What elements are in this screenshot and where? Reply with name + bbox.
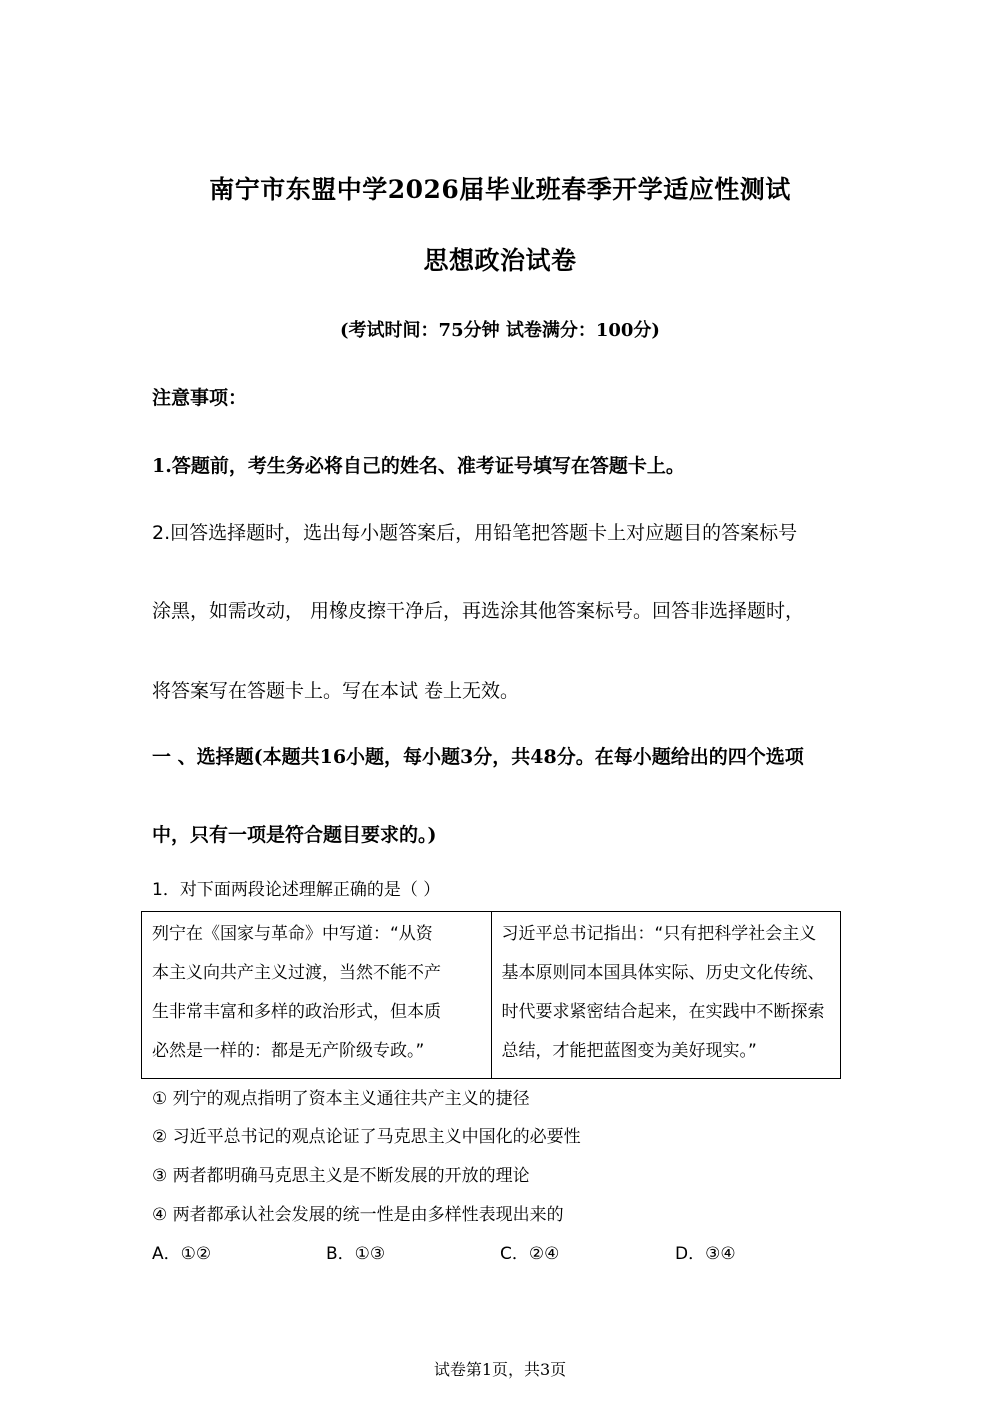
quote-line: 本主义向共产主义过渡，当然不能不产 bbox=[152, 963, 441, 983]
option-d: D．③④ bbox=[675, 1244, 736, 1264]
question-1-stem: 1．对下面两段论述理解正确的是（ ） bbox=[152, 880, 441, 900]
quote-line: 基本原则同本国具体实际、历史文化传统、 bbox=[501, 963, 825, 983]
quote-line: 生非常丰富和多样的政治形式，但本质 bbox=[152, 1002, 441, 1022]
notice-item-2-line-3: 将答案写在答题卡上。写在本试 卷上无效。 bbox=[152, 680, 520, 702]
quote-line: 总结，才能把蓝图变为美好现实。” bbox=[501, 1041, 757, 1061]
quote-line: 列宁在《国家与革命》中写道：“从资 bbox=[152, 924, 433, 944]
quote-line: 必然是一样的：都是无产阶级专政。” bbox=[152, 1041, 425, 1061]
quote-cell-lenin bbox=[142, 912, 492, 1079]
exam-title-line2: 思想政治试卷 bbox=[423, 246, 577, 275]
statement-2: ② 习近平总书记的观点论证了马克思主义中国化的必要性 bbox=[152, 1127, 581, 1147]
notice-item-1: 1.答题前，考生务必将自己的姓名、准考证号填写在答题卡上。 bbox=[152, 455, 685, 477]
exam-title-line1: 南宁市东盟中学2026届毕业班春季开学适应性测试 bbox=[209, 175, 791, 204]
option-a: A．①② bbox=[152, 1244, 212, 1264]
quote-table bbox=[141, 911, 841, 1079]
notice-item-2-line-2: 涂黑，如需改动， 用橡皮擦干净后，再选涂其他答案标号。回答非选择题时， bbox=[152, 600, 805, 622]
notice-heading: 注意事项： bbox=[152, 387, 248, 409]
quote-cell-xi bbox=[491, 912, 841, 1079]
statement-1: ① 列宁的观点指明了资本主义通往共产主义的捷径 bbox=[152, 1089, 530, 1109]
section-heading-line-2: 中，只有一项是符合题目要求的。) bbox=[152, 824, 437, 846]
statement-4: ④ 两者都承认社会发展的统一性是由多样性表现出来的 bbox=[152, 1205, 564, 1225]
option-b: B．①③ bbox=[326, 1244, 386, 1264]
option-c: C．②④ bbox=[500, 1244, 560, 1264]
section-heading-line-1: 一 、选择题(本题共16小题，每小题3分，共48分。在每小题给出的四个选项 bbox=[152, 746, 804, 768]
notice-item-2-line-1: 2.回答选择题时，选出每小题答案后，用铅笔把答题卡上对应题目的答案标号 bbox=[152, 522, 798, 544]
quote-line: 时代要求紧密结合起来，在实践中不断探索 bbox=[501, 1002, 825, 1022]
quote-line: 习近平总书记指出：“只有把科学社会主义 bbox=[501, 924, 817, 944]
exam-info: (考试时间：75分钟 试卷满分：100分) bbox=[340, 320, 660, 341]
statement-3: ③ 两者都明确马克思主义是不断发展的开放的理论 bbox=[152, 1166, 530, 1186]
page-footer: 试卷第1页，共3页 bbox=[433, 1360, 567, 1379]
